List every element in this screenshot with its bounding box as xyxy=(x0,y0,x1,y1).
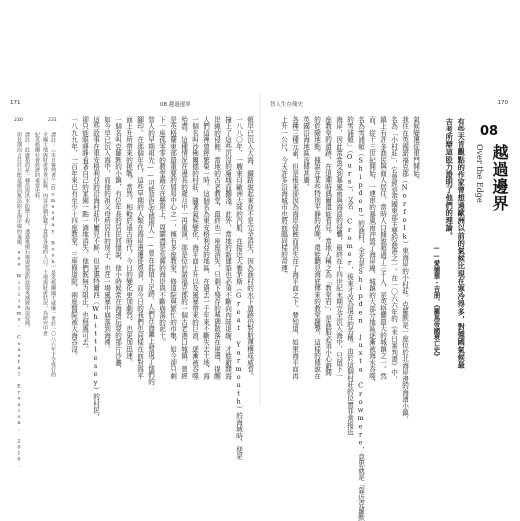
footnote-number: 230 xyxy=(14,118,23,123)
running-head: 智人生存簡史 xyxy=(270,102,304,108)
body-text-column: 人們這裡曾經繁榮一時。這個名為東安格利亞的地區，在過去一千年來不斷失去土地，海 xyxy=(201,116,210,380)
left-page xyxy=(10,94,258,469)
body-text-column: 卻只能眼睜睜看著自己的家園一點一滴地消失。他們既無力阻止，也無處可去。 xyxy=(80,116,89,353)
body-text-column: 殆盡，這種情況在漫長的歲月中一再重演。那是位於諾福克郡的一個古老港口城鎮，曾經 xyxy=(179,116,188,380)
footnote-text: 紀英格蘭社會經濟的重要史料。 xyxy=(34,132,40,204)
body-text-column: 是英格蘭東部最重要的貿易中心之一，擁有多座教堂、修道院與繁忙的市集，如今卻只剩 xyxy=(168,116,177,380)
body-text-column: 一個名叫沙佛爾德的村莊，隨著氣候變化，海平面上升以及風暴帶來的巨浪，逐漸被吞噬 xyxy=(190,116,199,380)
footnote-text: 譯註：《末日審判書》（Domesday Book）是英格蘭國王威廉一世於一〇八六年下令進行的 xyxy=(50,132,56,378)
chapter-number: 08 xyxy=(480,124,499,139)
body-text-column: 我住在英國諾福克郡（Norfolk）東海岸的小村莊。克羅默是一座位於北海岸邊的海濱小鎮， xyxy=(400,116,409,423)
body-text-column: 上升一公尺，今天許多沿海城市也將面臨同樣的命運。 xyxy=(279,116,288,278)
epigraph-line: 有些夫肯觀點的作家曾想過歐洲以前的氣候比現在寒冷得多，對德國氣候最 xyxy=(457,118,467,369)
body-text-column: 的危險地點。據說在某些特別平靜的夜晚，還能聽見海底傳來的教堂鐘聲，這樣的傳說在 xyxy=(312,116,321,380)
epigraph-attribution: ——愛德華・吉朋，《羅馬帝國衰亡史》 xyxy=(432,244,441,360)
body-text-column: 名為「小村莊」，它曾經是英國東部主要的漁港之一。在一〇六六年的《末日審判書》中， xyxy=(389,116,398,383)
body-text-column: 如今早已沉入海中，而他的祖父母所居住的房子，也在一場風暴中崩落到海裡。 xyxy=(102,116,111,353)
body-text-column: 腳印。在那個年代，這些早期的人類在海岸邊遷徙覓食，而今日的我們也同樣在面對海平 xyxy=(135,116,144,380)
body-text-column: 這些故事在東安格利亞的沿海村莊中屢見不鮮，但是惠特爾西（Whittlesey）的村民， xyxy=(91,116,100,421)
footnote-number: 231 xyxy=(48,118,57,123)
right-page xyxy=(262,94,510,521)
body-text-column: 的雪浦頓」（Ours），又名 Cromer，後來才改為現在的名稱。由於這個村莊的位置非常接近 xyxy=(345,116,354,436)
body-text-column: 各種三種元素，但是後來卻因為海岸侵蝕而消失在了海平面之下。要知道，如果海平面再 xyxy=(290,116,299,380)
chapter-subtitle: Over the Edge xyxy=(475,144,484,203)
footnote-text: 譯註：此處指的是一種沿海洪水防禦工程，透過堆砌石塊與建造防波堤來減緩海浪侵蝕， xyxy=(24,132,30,331)
body-text-column: 頓早已沉入大海，鐵路說起來並不是完全消失，因為漁村的水下遺跡仍對航運構成威脅。 xyxy=(245,116,254,380)
body-text-column: 一八九九年，一百年來已有至少十四座教堂、三座修道院、兩座醫院被大海吞沒。 xyxy=(69,116,78,359)
running-head: 08 越過邊界 xyxy=(160,102,191,108)
page-number: 170 xyxy=(497,100,508,106)
body-text-column: 一八八〇年，一艘來自歐洲大陸的汽船，在接近大雅茅斯（Great Yarmouth）的海域時，便是 xyxy=(234,116,243,460)
footnote-text: 全國土地與財產普查記錄，內容詳細記載了當時各地的人口、土地與財產狀況，為研究中世 xyxy=(42,132,48,336)
epigraph-line: 吉考所辯這股力證明了他們的理論。 xyxy=(445,118,455,240)
body-text-column: 下一座孤零零的教堂矗立在懸崖上，周圍盡是荒蕪的海岸與不斷崩落的泥土。 xyxy=(157,116,166,346)
body-text-column: 英國沿海地區流傳甚廣。 xyxy=(301,116,310,191)
body-text-column: 岸線的侵蝕。當地的古老教堂，最終也一座座消失，只剩下殘存的墓碑散落在崖邊，提醒 xyxy=(212,116,221,380)
chapter-title: 越過邊界 xyxy=(490,144,509,212)
body-text-column: 撞上了這些沉沒的廢墟而擱淺。此外，當地的新建築也必須不斷向內陸退縮，才能避開海 xyxy=(223,116,232,380)
body-text-column: 海岸，因此常常受到暴風雨與海浪的侵襲，最終在十四世紀末期完全沉入海中，只留下一 xyxy=(334,116,343,380)
footnote-text: 但長期而言往往只能延緩而無法阻止海岸線的退縮。see Williams, Coastal Erosion, 2010. xyxy=(16,132,22,469)
body-text-column: 一個名叫克羅默的小鎮，有位年長的居民回憶說，他小時候常在海邊玩耍的那片沙灘， xyxy=(113,116,122,373)
body-text-column: 名為雪浦頓（Shipden）的漁村，全名是Shipden juxta Crowmere，意思就是「靠近克羅默 xyxy=(356,116,365,521)
body-text-column: 座教堂的遺跡，在退潮時偶爾還能看見。當地人稱之為「教堂岩」，是漁船必須小心避開 xyxy=(323,116,332,376)
body-text-column: 面上升所帶來的挑戰。當然，相較於遠古時代，今日的變化更加劇烈，也更加迅速。 xyxy=(124,116,133,366)
body-text-column: 氣候變遷從東門開始。 xyxy=(411,116,420,184)
book-gutter xyxy=(259,94,261,406)
body-text-column: 鎮上有許多漁民與商人居住，當時人口據說超過了三千人，是英格蘭最大的城鎮之一。然 xyxy=(378,116,387,380)
body-text-column: 智人的早期祖先——可能是尼安德塔人——曾在此留下足跡，人們在海灘上發現了他們的 xyxy=(146,116,155,385)
body-text-column: 而，從十三世紀開始，一連串的暴風雨沖毀了海岸線，城鎮的大部分地區逐漸被海水吞噬， xyxy=(367,116,376,386)
page-number: 171 xyxy=(10,100,21,106)
